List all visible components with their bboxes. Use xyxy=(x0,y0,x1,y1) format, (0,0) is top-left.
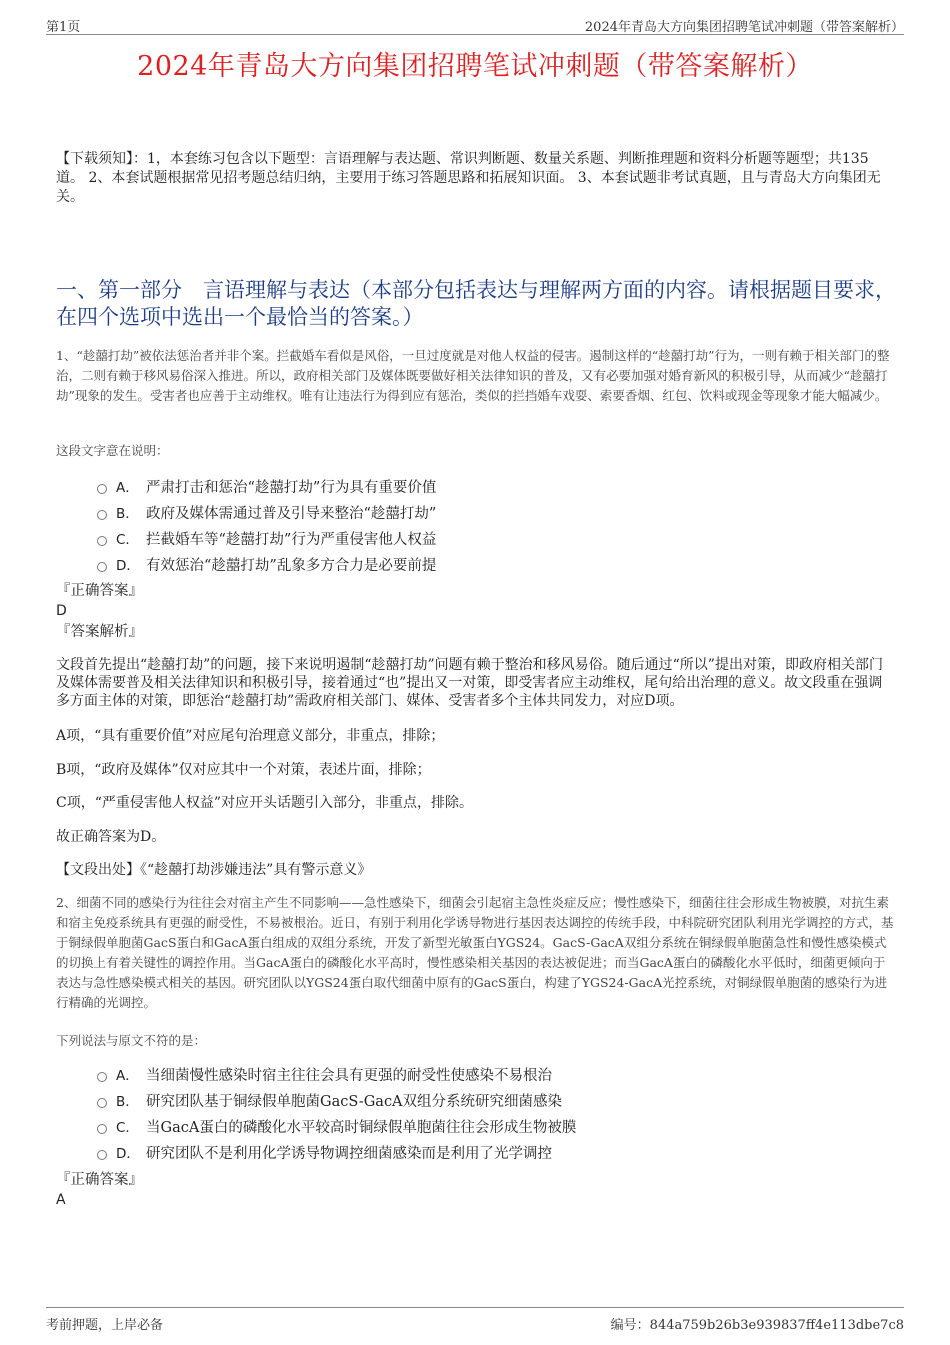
page-number: 第1页 xyxy=(46,20,81,35)
radio-icon[interactable] xyxy=(97,510,107,520)
source-note: 【文段出处】《“趁囍打劫涉嫌违法”具有警示意义》 xyxy=(56,862,372,878)
option-text: 当细菌慢性感染时宿主往往会具有更强的耐受性使感染不易根治 xyxy=(146,1067,552,1084)
analysis-conclusion: 故正确答案为D。 xyxy=(56,829,166,845)
question-1-text: 1、“趁囍打劫”被依法惩治者并非个案。拦截婚车看似是风俗，一旦过度就是对他人权益的侵害。遏制这样的“趁囍打劫”行为，一则有赖于相关部门的整治，二则有赖于移风易俗深入推进。所以，政府相关部门及媒体既要做好相关法律知识的普及，又有必要加强对婚育新风的积极引导，从而减少“趁囍打劫”现象的发生。受害者也应善于主动维权。唯有让违法行为得到应有惩治，类似的拦挡婚车戏耍、索要香烟、红包、饮料或现金等现象才能大幅减少。 xyxy=(56,348,890,403)
option-text: 研究团队不是利用化学诱导物调控细菌感染而是利用了光学调控 xyxy=(146,1145,552,1162)
option-text: 政府及媒体需通过普及引导来整治“趁囍打劫” xyxy=(146,505,437,522)
correct-answer: A xyxy=(56,1192,66,1208)
option-b[interactable] xyxy=(97,1087,857,1113)
option-d[interactable] xyxy=(97,1139,857,1165)
option-text: 严肃打击和惩治“趁囍打劫”行为具有重要价值 xyxy=(146,479,437,496)
option-key: A． xyxy=(116,480,139,496)
option-text: 研究团队基于铜绿假单胞菌GacS-GacA双组分系统研究细菌感染 xyxy=(146,1093,563,1110)
option-a[interactable] xyxy=(97,1061,857,1087)
question-2-prompt: 下列说法与原文不符的是： xyxy=(56,1033,207,1048)
section-heading: 一、第一部分 言语理解与表达（本部分包括表达与理解两方面的内容。请根据题目要求，在四个选项中选出一个最恰当的答案。） xyxy=(56,278,896,329)
document-title: 2024年青岛大方向集团招聘笔试冲刺题（带答案解析） xyxy=(137,51,813,82)
option-c[interactable] xyxy=(97,525,857,551)
radio-icon[interactable] xyxy=(97,484,107,494)
radio-icon[interactable] xyxy=(97,1150,107,1160)
radio-icon[interactable] xyxy=(97,536,107,546)
page-footer xyxy=(46,1307,904,1333)
option-key: D． xyxy=(116,1146,140,1162)
analysis-note-b: B项，“政府及媒体”仅对应其中一个对策，表述片面，排除； xyxy=(56,762,431,778)
page-header xyxy=(46,14,904,35)
footer-slogan: 考前押题，上岸必备 xyxy=(46,1318,164,1333)
option-key: B． xyxy=(116,506,139,522)
radio-icon[interactable] xyxy=(97,1098,107,1108)
question-1-options xyxy=(97,473,857,577)
option-b[interactable] xyxy=(97,499,857,525)
option-key: C． xyxy=(116,1120,139,1136)
option-text: 有效惩治“趁囍打劫”乱象多方合力是必要前提 xyxy=(146,557,437,574)
option-c[interactable] xyxy=(97,1113,857,1139)
option-key: A． xyxy=(116,1068,139,1084)
radio-icon[interactable] xyxy=(97,1124,107,1134)
question-2-text: 2、细菌不同的感染行为往往会对宿主产生不同影响——急性感染下，细菌会引起宿主急性炎症反应；慢性感染下，细菌往往会形成生物被膜，对抗生素和宿主免疫系统具有更强的耐受性，不易被根治。近日，有别于利用化学诱导物进行基因表达调控的传统手段，中科院研究团队利用光学调控的方式，基于铜绿假单胞菌GacS蛋白和GacA蛋白组成的双组分系统，开发了新型光敏蛋白YGS24。GacS-GacA双组分系统在铜绿假单胞菌急性和慢性感染模式的切换上有着关键性的调控作用。当GacA蛋白的磷酸化水平高时，慢性感染相关基因的表达被促进；而当GacA蛋白的磷酸化水平低时，细菌更倾向于表达与急性感染模式相关的基因。研究团队以YGS24蛋白取代细菌中原有的GacS蛋白，构建了YGS24-GacA光控系统，对铜绿假单胞菌的感染行为进行精确的光调控。 xyxy=(56,895,894,1010)
option-text: 当GacA蛋白的磷酸化水平较高时铜绿假单胞菌往往会形成生物被膜 xyxy=(146,1119,577,1136)
option-text: 拦截婚车等“趁囍打劫”行为严重侵害他人权益 xyxy=(146,531,437,548)
option-d[interactable] xyxy=(97,551,857,577)
radio-icon[interactable] xyxy=(97,562,107,572)
question-1-prompt: 这段文字意在说明： xyxy=(56,443,169,458)
analysis-note-c: C项，“严重侵害他人权益”对应开头话题引入部分，非重点，排除。 xyxy=(56,795,474,811)
analysis-text: 文段首先提出“趁囍打劫”的问题，接下来说明遏制“趁囍打劫”问题有赖于整治和移风易俗。随后通过“所以”提出对策，即政府相关部门及媒体需要普及相关法律知识和积极引导，接着通过“也”提出又一对策，即受害者应主动维权，尾句给出治理的意义。故文段重在强调多方面主体的对策，即惩治“趁囍打劫”需政府相关部门、媒体、受害者多个主体共同发力，对应D项。 xyxy=(56,657,883,709)
correct-answer: D xyxy=(56,603,67,619)
document-id: 编号：844a759b26b3e939837ff4e113dbe7c8 xyxy=(610,1318,904,1333)
option-key: D． xyxy=(116,558,140,574)
radio-icon[interactable] xyxy=(97,1072,107,1082)
analysis-note-a: A项，“具有重要价值”对应尾句治理意义部分，非重点，排除； xyxy=(56,728,445,744)
download-notice: 【下载须知】：1，本套练习包含以下题型：言语理解与表达题、常识判断题、数量关系题、判断推理题和资料分析题等题型；共135道。 2、本套试题根据常见招考题总结归纳，主要用于练习答题思路和拓展知识面。 3、本套试题非考试真题，且与青岛大方向集团无关。 xyxy=(56,151,881,205)
question-2-options xyxy=(97,1061,857,1165)
analysis-label: 『答案解析』 xyxy=(56,624,143,640)
option-key: C． xyxy=(116,532,139,548)
option-a[interactable] xyxy=(97,473,857,499)
option-key: B． xyxy=(116,1094,139,1110)
answer-label: 『正确答案』 xyxy=(56,1172,143,1188)
answer-label: 『正确答案』 xyxy=(56,583,143,599)
header-doc-title: 2024年青岛大方向集团招聘笔试冲刺题（带答案解析） xyxy=(584,20,904,35)
